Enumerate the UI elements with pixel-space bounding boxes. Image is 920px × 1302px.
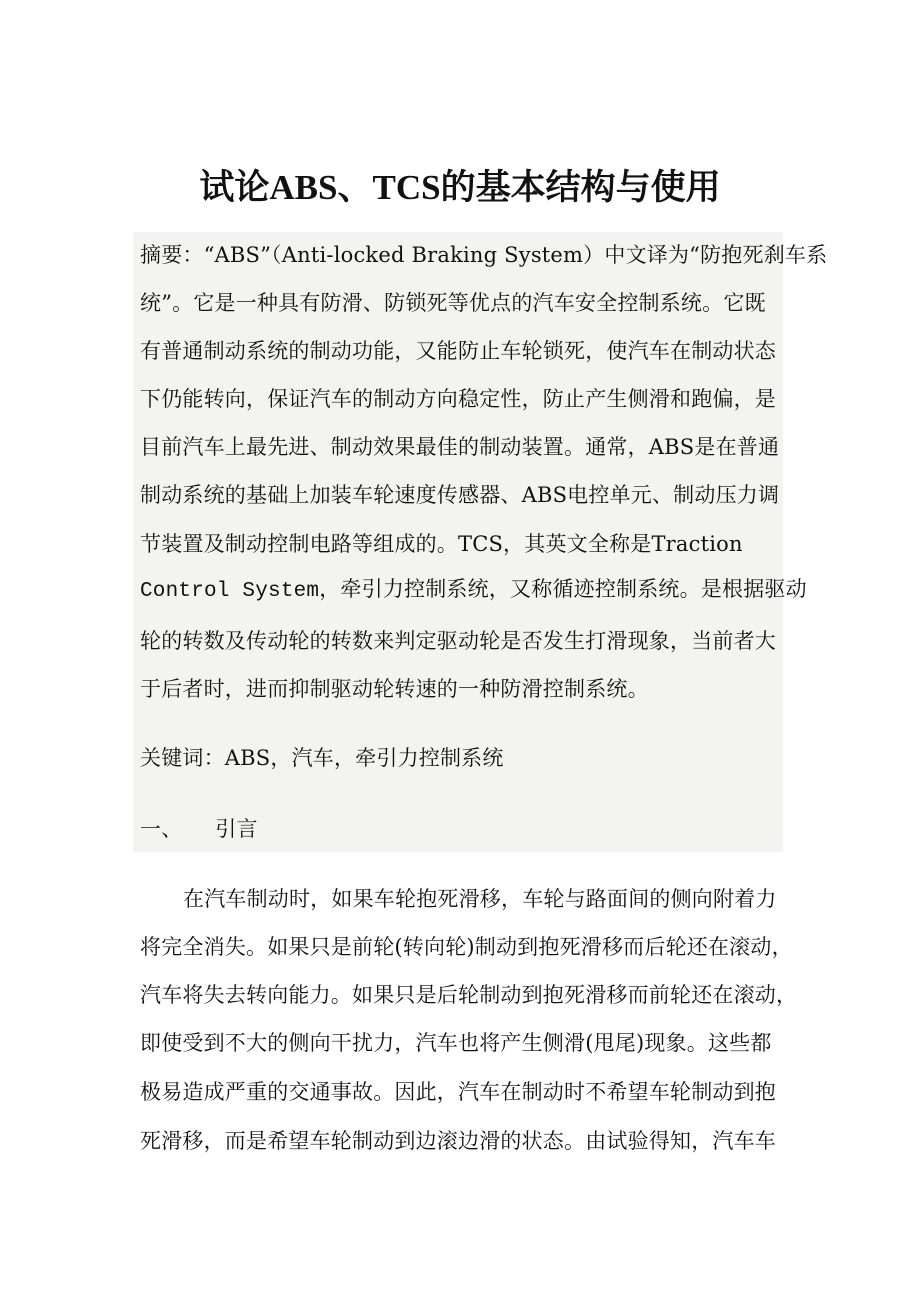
abstract-line: 摘要：“ABS”（Anti-locked Braking System）中文译为“防抱死刹车系 (140, 243, 828, 267)
section-number: 一、 (140, 817, 183, 841)
body-line: 极易造成严重的交通事故。因此，汽车在制动时不希望车轮制动到抱 (140, 1080, 776, 1104)
abstract-line: 统”。它是一种具有防滑、防锁死等优点的汽车安全控制系统。它既 (140, 291, 766, 315)
document-title: 试论ABS、TCS的基本结构与使用 (199, 168, 721, 207)
abstract-line: 下仍能转向，保证汽车的制动方向稳定性，防止产生侧滑和跑偏，是 (140, 387, 776, 411)
body-line: 即使受到不大的侧向干扰力，汽车也将产生侧滑(甩尾)现象。这些都 (140, 1031, 772, 1055)
abstract-line: 轮的转数及传动轮的转数来判定驱动轮是否发生打滑现象，当前者大 (140, 629, 776, 653)
abstract-line: 于后者时，进而抑制驱动轮转速的一种防滑控制系统。 (140, 677, 649, 701)
section-heading (140, 814, 790, 844)
abstract-line: Control System，牵引力控制系统，又称循迹控制系统。是根据驱动 (140, 580, 807, 603)
body-line: 死滑移，而是希望车轮制动到边滚边滑的状态。由试验得知，汽车车 (140, 1129, 776, 1153)
abstract-line: 有普通制动系统的制动功能，又能防止车轮锁死，使汽车在制动状态 (140, 339, 776, 363)
section-title: 引言 (215, 817, 258, 841)
abstract-line: 节装置及制动控制电路等组成的。TCS，其英文全称是Traction (140, 532, 743, 556)
body-line: 将完全消失。如果只是前轮(转向轮)制动到抱死滑移而后轮还在滚动， (140, 935, 793, 959)
abstract-line: 目前汽车上最先进、制动效果最佳的制动装置。通常，ABS是在普通 (140, 435, 780, 459)
body-line: 汽车将失去转向能力。如果只是后轮制动到抱死滑移而前轮还在滚动， (140, 983, 798, 1007)
keywords: 关键词：ABS，汽车，牵引力控制系统 (140, 746, 504, 770)
body-line: 在汽车制动时，如果车轮抱死滑移，车轮与路面间的侧向附着力 (183, 887, 777, 911)
abstract-line: 制动系统的基础上加装车轮速度传感器、ABS电控单元、制动压力调 (140, 483, 780, 507)
